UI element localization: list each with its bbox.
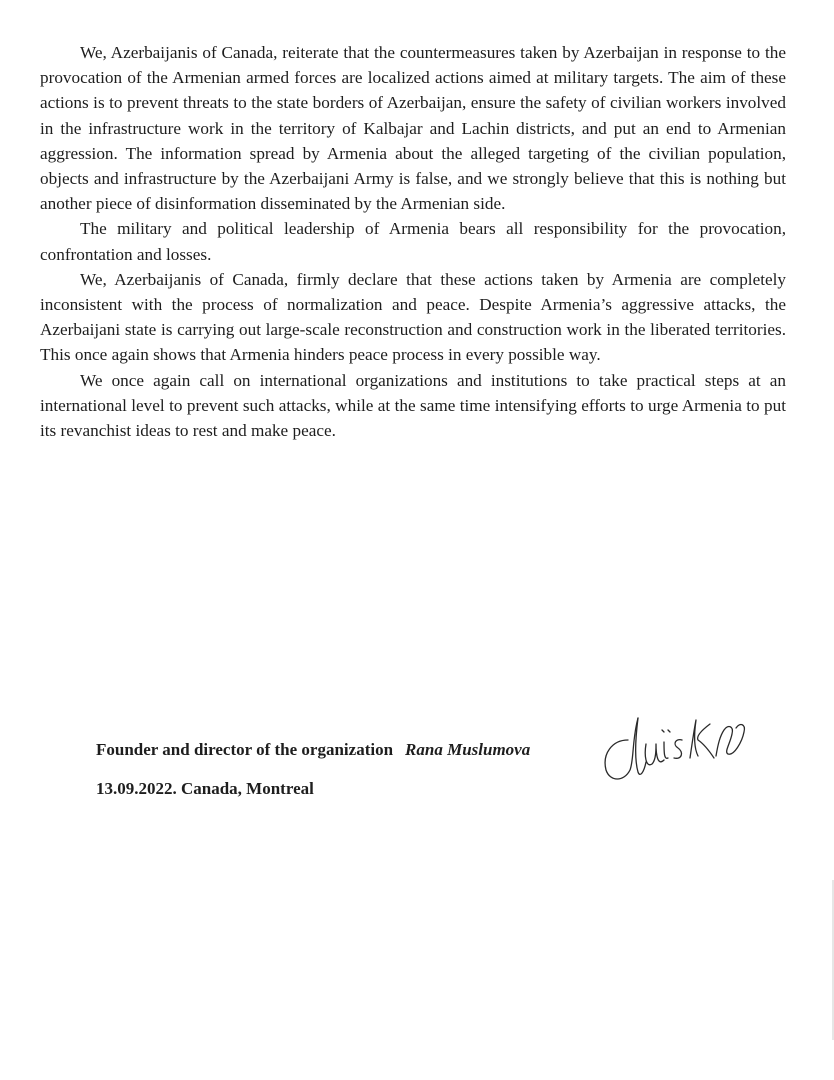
date-and-place: 13.09.2022. Canada, Montreal [96, 779, 314, 798]
signatory-line [96, 739, 530, 761]
paragraph-2: The military and political leadership of Armenia bears all responsibility for the provocation, confrontation and losses. [40, 219, 786, 264]
handwritten-signature [598, 700, 758, 800]
signatory-name: Rana Muslumova [405, 740, 531, 759]
signatory-role: Founder and director of the organization [96, 740, 394, 759]
paragraph-1: We, Azerbaijanis of Canada, reiterate that the countermeasures taken by Azerbaijan in response to the provocation of the Armenian armed forces are localized actions aimed at military targets. The aim of these actions is to prevent threats to the state borders of Azerbaijan, ensure the safety of civilian workers involved in the infrastructure work in the territory of Kalbajar and Lachin districts, and put an end to Armenian aggression. The information spread by Armenia about the alleged targeting of the civilian population, objects and infrastructure by the Azerbaijani Army is false, and we strongly believe that this is nothing but another piece of disinformation disseminated by the Armenian side. [40, 43, 786, 214]
statement-body [40, 40, 786, 443]
paragraph-4: We once again call on international organizations and institutions to take practical steps at an international level to prevent such attacks, while at the same time intensifying efforts to urge Armenia to put its revanchist ideas to rest and make peace. [40, 370, 786, 441]
paragraph-3: We, Azerbaijanis of Canada, firmly declare that these actions taken by Armenia are completely inconsistent with the process of normalization and peace. Despite Armenia’s aggressive attacks, the Azerbaijani state is carrying out large-scale reconstruction and construction work in the liberated territories. This once again shows that Armenia hinders peace process in every possible way. [40, 269, 786, 365]
